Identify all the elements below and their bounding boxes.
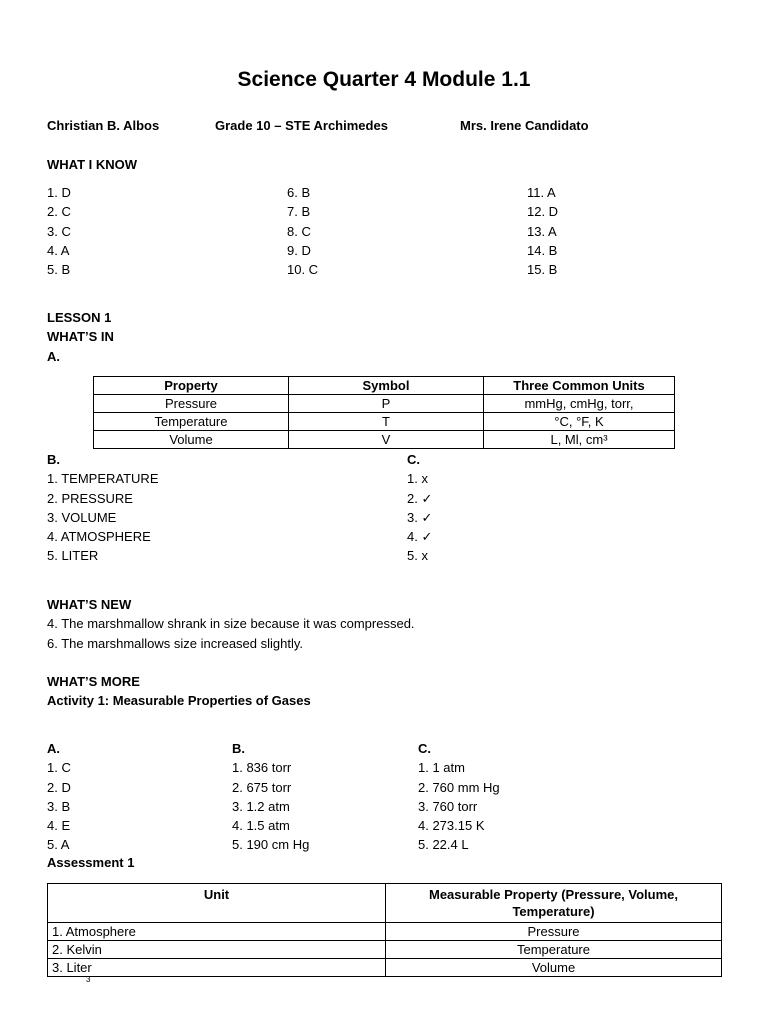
- what-i-know-col1: [47, 183, 71, 279]
- answer-item: 2. 675 torr: [232, 779, 292, 795]
- answer-item: 5. A: [47, 837, 70, 853]
- header-symbol: Symbol: [289, 377, 484, 395]
- header-unit: Unit: [48, 884, 386, 923]
- table-row: [94, 395, 675, 413]
- answer-item: 2. D: [47, 779, 71, 795]
- cell-unit: 3. Liter: [48, 959, 386, 977]
- answer-item: 11. A: [527, 185, 556, 200]
- header-units: Three Common Units: [484, 377, 675, 395]
- teacher-name: Mrs. Irene Candidato: [460, 118, 589, 133]
- table-header-row: [48, 884, 722, 923]
- answer-item: 4. E: [47, 818, 71, 834]
- answer-item: 4. 273.15 K: [418, 818, 485, 834]
- whats-in-heading: WHAT’S IN: [47, 329, 114, 345]
- whats-new-heading: WHAT’S NEW: [47, 597, 132, 612]
- table-row: [48, 923, 722, 941]
- answer-item: 1. C: [47, 760, 71, 776]
- grade-section: Grade 10 – STE Archimedes: [215, 118, 388, 133]
- list-item: 1. TEMPERATURE: [47, 471, 159, 487]
- list-item: 2. ✓: [407, 490, 433, 506]
- table-row: [94, 413, 675, 431]
- answer-item: 2. C: [47, 204, 71, 220]
- answer-item: 3. 760 torr: [418, 798, 478, 814]
- student-name: Christian B. Albos: [47, 118, 160, 133]
- answer-item: 6. B: [287, 185, 311, 200]
- cell-property: Volume: [386, 959, 722, 977]
- activity-col-b: [232, 739, 309, 855]
- list-item: 2. PRESSURE: [47, 490, 133, 506]
- table-row: [48, 941, 722, 959]
- list-item: 1. x: [407, 471, 428, 487]
- answer-item: 1. D: [47, 185, 71, 200]
- cell-symbol: V: [289, 431, 484, 449]
- cell-units: L, Ml, cm³: [484, 431, 675, 449]
- col-b-heading: B.: [232, 741, 245, 756]
- cell-property: Temperature: [94, 413, 289, 431]
- table-header-row: [94, 377, 675, 395]
- activity-title: Activity 1: Measurable Properties of Gases: [47, 693, 311, 709]
- cell-unit: 2. Kelvin: [48, 941, 386, 959]
- answer-item: 4. A: [47, 242, 70, 258]
- answer-item: 2. 760 mm Hg: [418, 779, 500, 795]
- cell-property: Temperature: [386, 941, 722, 959]
- whats-new-block: [47, 595, 415, 653]
- answer-item: 5. B: [47, 262, 71, 278]
- whats-in-c: [407, 450, 432, 566]
- answer-item: 7. B: [287, 204, 311, 220]
- answer-item: 1. 1 atm: [418, 760, 465, 776]
- what-i-know-heading: WHAT I KNOW: [47, 157, 138, 172]
- header-property: Property: [94, 377, 289, 395]
- activity-col-c: [418, 739, 500, 855]
- what-i-know-col2: [287, 183, 318, 279]
- cell-units: mmHg, cmHg, torr,: [484, 395, 675, 413]
- assessment-table: [47, 883, 722, 977]
- lesson-block: [47, 308, 114, 366]
- list-item: 4. ATMOSPHERE: [47, 529, 151, 545]
- whats-in-b: [47, 450, 158, 566]
- header-measurable-property: Measurable Property (Pressure, Volume, Temperature): [386, 884, 722, 923]
- whats-new-line: 4. The marshmallow shrank in size because it was compressed.: [47, 616, 415, 632]
- cell-units: °C, °F, K: [484, 413, 675, 431]
- answer-item: 5. 190 cm Hg: [232, 837, 310, 853]
- properties-table: [93, 376, 675, 449]
- answer-item: 10. C: [287, 262, 319, 278]
- answer-item: 8. C: [287, 223, 311, 239]
- cell-property: Pressure: [94, 395, 289, 413]
- list-item: 4. ✓: [407, 529, 433, 545]
- table-row: [94, 431, 675, 449]
- answer-item: 12. D: [527, 204, 559, 220]
- page-number: 3: [86, 975, 91, 984]
- part-a-label: A.: [47, 348, 60, 364]
- part-b-label: B.: [47, 452, 60, 467]
- page-title: Science Quarter 4 Module 1.1: [237, 68, 531, 91]
- answer-item: 14. B: [527, 242, 558, 258]
- answer-item: 9. D: [287, 242, 311, 258]
- list-item: 5. LITER: [47, 548, 99, 564]
- list-item: 3. VOLUME: [47, 509, 117, 525]
- cell-symbol: P: [289, 395, 484, 413]
- whats-more-heading: WHAT’S MORE: [47, 674, 140, 689]
- answer-item: 5. 22.4 L: [418, 837, 469, 853]
- cell-symbol: T: [289, 413, 484, 431]
- answer-item: 15. B: [527, 262, 558, 278]
- lesson-heading: LESSON 1: [47, 310, 112, 325]
- col-a-heading: A.: [47, 741, 60, 756]
- whats-new-line: 6. The marshmallows size increased slightly.: [47, 635, 304, 651]
- cell-property: Pressure: [386, 923, 722, 941]
- cell-property: Volume: [94, 431, 289, 449]
- cell-unit: 1. Atmosphere: [48, 923, 386, 941]
- assessment-heading: Assessment 1: [47, 855, 135, 870]
- answer-item: 4. 1.5 atm: [232, 818, 290, 834]
- answer-item: 3. C: [47, 223, 71, 239]
- activity-col-a: [47, 739, 71, 855]
- col-c-heading: C.: [418, 741, 431, 756]
- table-row: [48, 959, 722, 977]
- answer-item: 13. A: [527, 223, 557, 239]
- what-i-know-col3: [527, 183, 558, 279]
- answer-item: 1. 836 torr: [232, 760, 292, 776]
- answer-item: 3. B: [47, 798, 71, 814]
- whats-more-block: [47, 672, 311, 711]
- list-item: 3. ✓: [407, 509, 433, 525]
- answer-item: 3. 1.2 atm: [232, 798, 290, 814]
- list-item: 5. x: [407, 548, 428, 564]
- part-c-label: C.: [407, 452, 420, 467]
